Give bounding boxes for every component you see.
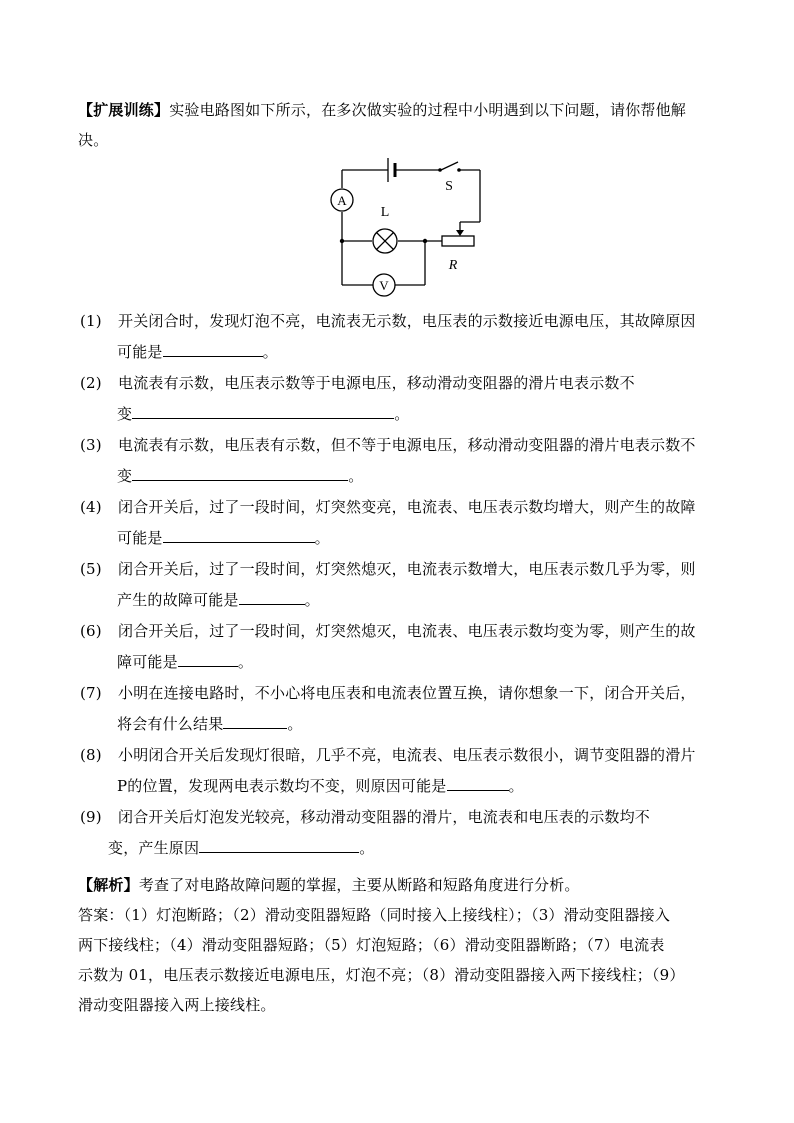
slider-arrow xyxy=(456,230,464,236)
question-number: (4) xyxy=(80,498,102,516)
analysis-tag: 【解析】 xyxy=(78,876,139,894)
intro-tag: 【扩展训练】 xyxy=(78,101,170,119)
answer-blank[interactable] xyxy=(239,590,305,605)
switch-label: S xyxy=(445,179,453,194)
sentence-end: 。 xyxy=(359,839,375,857)
question-5-line-2 xyxy=(117,590,320,610)
sentence-end: 。 xyxy=(348,467,364,485)
switch-contact-right xyxy=(457,168,461,172)
question-5-line-1 xyxy=(80,559,696,579)
question-text: 闭合开关后，过了一段时间，灯突然熄灭，电流表示数增大，电压表示数几乎为零，则 xyxy=(118,560,696,578)
answer-blank[interactable] xyxy=(163,342,263,357)
question-number: (2) xyxy=(80,374,102,392)
question-text: 闭合开关后灯泡发光较亮，移动滑动变阻器的滑片，电流表和电压表的示数均不 xyxy=(118,808,651,826)
question-7-line-1 xyxy=(80,683,696,703)
question-text: 闭合开关后，过了一段时间，灯突然变亮，电流表、电压表示数均增大，则产生的故障 xyxy=(118,498,696,516)
question-text-continued: 产生的故障可能是 xyxy=(117,591,239,609)
question-text-continued: P的位置，发现两电表示数均不变，则原因可能是 xyxy=(117,777,447,795)
question-9-line-2 xyxy=(108,838,374,858)
junction-right xyxy=(423,239,427,243)
answer-blank[interactable] xyxy=(132,466,348,481)
intro-line-2: 决。 xyxy=(78,131,109,149)
answer-blank[interactable] xyxy=(132,404,394,419)
question-6-line-2 xyxy=(117,652,253,672)
rheostat-label: R xyxy=(448,258,458,273)
answer-blank[interactable] xyxy=(223,714,287,729)
answer-line-4: 滑动变阻器接入两上接线柱。 xyxy=(78,996,276,1014)
analysis-line xyxy=(78,875,580,895)
question-4-line-2 xyxy=(117,528,330,548)
question-6-line-1 xyxy=(80,621,696,641)
question-text: 小明闭合开关后发现灯很暗，几乎不亮，电流表、电压表示数很小，调节变阻器的滑片 xyxy=(118,746,696,764)
question-number: (9) xyxy=(80,808,102,826)
question-text: 闭合开关后，过了一段时间，灯突然熄灭，电流表、电压表示数均变为零，则产生的故 xyxy=(118,622,696,640)
answer-line-1: 答案：（1）灯泡断路；（2）滑动变阻器短路（同时接入上接线柱）；（3）滑动变阻器接入 xyxy=(78,906,671,924)
question-text-continued: 变 xyxy=(117,405,133,423)
question-number: (7) xyxy=(80,684,102,702)
ammeter-label: A xyxy=(337,193,347,208)
question-3-line-1 xyxy=(80,435,696,455)
question-text-continued: 变 xyxy=(117,467,133,485)
answer-blank[interactable] xyxy=(163,528,315,543)
question-7-line-2 xyxy=(117,714,303,734)
switch-blade xyxy=(441,162,458,170)
question-text-continued: 变，产生原因 xyxy=(108,839,200,857)
intro-line-1 xyxy=(78,100,686,120)
answer-line-3: 示数为 01，电压表示数接近电源电压，灯泡不亮；（8）滑动变阻器接入两下接线柱；（9） xyxy=(78,966,685,984)
sentence-end: 。 xyxy=(262,343,278,361)
sentence-end: 。 xyxy=(508,777,524,795)
question-text-continued: 障可能是 xyxy=(117,653,178,671)
question-2-line-1 xyxy=(80,373,635,393)
rheostat-body xyxy=(442,236,474,246)
question-number: (6) xyxy=(80,622,102,640)
question-1-line-2 xyxy=(117,342,278,362)
analysis-text: 考查了对电路故障问题的掌握，主要从断路和短路角度进行分析。 xyxy=(138,876,580,894)
question-number: (8) xyxy=(80,746,102,764)
circuit-diagram xyxy=(322,152,492,302)
sentence-end: 。 xyxy=(314,529,330,547)
question-3-line-2 xyxy=(117,466,363,486)
question-text-continued: 将会有什么结果 xyxy=(117,715,224,733)
question-4-line-1 xyxy=(80,497,696,517)
question-2-line-2 xyxy=(117,404,409,424)
question-1-line-1 xyxy=(80,311,696,331)
sentence-end: 。 xyxy=(287,715,303,733)
question-9-line-1 xyxy=(80,807,650,827)
sentence-end: 。 xyxy=(237,653,254,671)
question-8-line-1 xyxy=(80,745,696,765)
question-text-continued: 可能是 xyxy=(117,343,163,361)
answer-blank[interactable] xyxy=(199,838,359,853)
sentence-end: 。 xyxy=(394,405,410,423)
question-text: 电流表有示数，电压表有示数，但不等于电源电压，移动滑动变阻器的滑片电表示数不 xyxy=(118,436,696,454)
answer-blank[interactable] xyxy=(178,652,238,667)
question-text-continued: 可能是 xyxy=(117,529,163,547)
question-8-line-2 xyxy=(117,776,524,796)
sentence-end: 。 xyxy=(304,591,320,609)
lamp-label: L xyxy=(380,205,390,220)
intro-text-1: 实验电路图如下所示，在多次做实验的过程中小明遇到以下问题，请你帮他解 xyxy=(169,101,687,119)
junction-left xyxy=(340,239,344,243)
question-text: 电流表有示数，电压表示数等于电源电压，移动滑动变阻器的滑片电表示数不 xyxy=(118,374,635,392)
switch-contact-left xyxy=(438,168,442,172)
question-number: (5) xyxy=(80,560,102,578)
question-number: (1) xyxy=(80,312,102,330)
question-text: 小明在连接电路时，不小心将电压表和电流表位置互换，请你想象一下，闭合开关后， xyxy=(118,684,696,702)
voltmeter-label: V xyxy=(379,278,389,293)
answer-blank[interactable] xyxy=(447,776,509,791)
question-number: (3) xyxy=(80,436,102,454)
answer-line-2: 两下接线柱；（4）滑动变阻器短路；（5）灯泡短路；（6）滑动变阻器断路；（7）电流表 xyxy=(78,936,665,954)
question-text: 开关闭合时，发现灯泡不亮，电流表无示数，电压表的示数接近电源电压，其故障原因 xyxy=(118,312,696,330)
